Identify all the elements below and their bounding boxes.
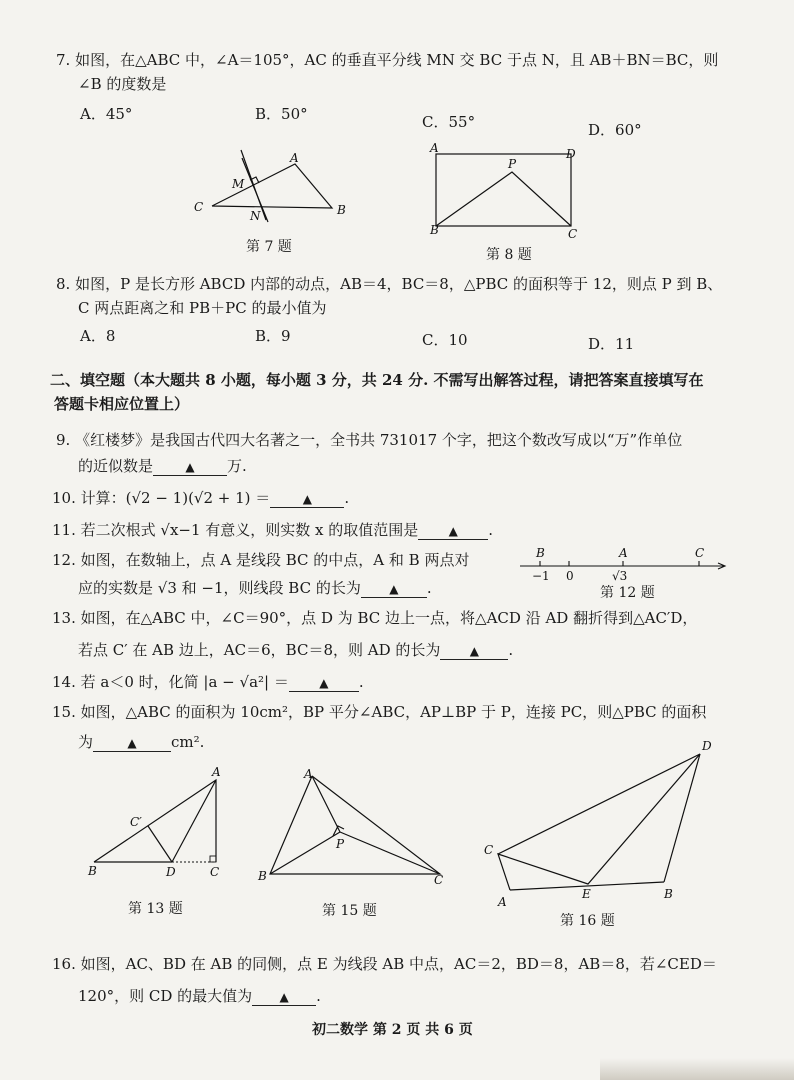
q16-label-b: B bbox=[664, 887, 673, 901]
q8-option-b: B．9 bbox=[255, 327, 291, 345]
q7-caption: 第 7 题 bbox=[246, 239, 292, 255]
q16-line2-pre: 120°，则 CD 的最大值为 bbox=[78, 987, 253, 1005]
q7-label-a: A bbox=[290, 151, 299, 165]
q14-pre: 14. 若 a＜0 时，化简 |a − √a²| ＝ bbox=[52, 673, 289, 691]
q12-stem-line1: 12. 如图，在数轴上，点 A 是线段 BC 的中点，A 和 B 两点对 bbox=[52, 551, 470, 569]
q9-stem-line1: 9. 《红楼梦》是我国古代四大名著之一，全书共 731017 个字，把这个数改写成以“万”作单位 bbox=[56, 431, 683, 449]
q12-tick-minus1: −1 bbox=[532, 569, 550, 583]
q7-label-n: N bbox=[250, 209, 261, 223]
q12-answer-blank: ▲ bbox=[361, 581, 427, 598]
q8-label-a: A bbox=[430, 141, 439, 155]
q16-label-d: D bbox=[702, 739, 712, 753]
q7-label-m: M bbox=[232, 177, 245, 191]
q8-option-c: C．10 bbox=[422, 331, 468, 349]
q14-stem bbox=[52, 672, 364, 692]
q7-option-c: C．55° bbox=[422, 113, 476, 131]
q16-stem-line2 bbox=[78, 986, 321, 1006]
q7-stem-line1: 7. 如图，在△ABC 中，∠A＝105°，AC 的垂直平分线 MN 交 BC 于点 N，且 AB＋BN＝BC，则 bbox=[56, 51, 719, 69]
section2-heading-line2: 答题卡相应位置上） bbox=[54, 395, 190, 413]
q14-post: . bbox=[358, 673, 364, 691]
q13-stem-line2 bbox=[78, 640, 513, 660]
q15-answer-blank: ▲ bbox=[93, 735, 171, 752]
q13-line2-post: . bbox=[508, 641, 514, 659]
q10-pre: 10. 计算：(√2 − 1)(√2 + 1) ＝ bbox=[52, 489, 271, 507]
q7-option-d: D．60° bbox=[588, 121, 642, 139]
q11-answer-blank: ▲ bbox=[418, 523, 488, 540]
q12-point-a: A bbox=[619, 546, 628, 560]
section2-heading-line1: 二、填空题（本大题共 8 小题，每小题 3 分，共 24 分. 不需写出解答过程，请把答案直接填写在 bbox=[50, 371, 704, 389]
q13-label-c: C bbox=[210, 865, 220, 879]
q16-answer-blank: ▲ bbox=[252, 989, 316, 1006]
q8-option-a: A．8 bbox=[80, 327, 116, 345]
q15-line2-post: cm². bbox=[171, 733, 205, 751]
q10-stem bbox=[52, 488, 349, 508]
q12-tick-0: 0 bbox=[566, 569, 574, 583]
q16-line2-post: . bbox=[316, 987, 321, 1005]
q7-label-b: B bbox=[337, 203, 346, 217]
q16-figure bbox=[480, 738, 720, 908]
q12-line2-post: . bbox=[426, 579, 432, 597]
q13-stem-line1: 13. 如图，在△ABC 中，∠C＝90°，点 D 为 BC 边上一点，将△ACD 沿 AD 翻折得到△AC′D， bbox=[52, 609, 698, 627]
q15-stem-line1: 15. 如图，△ABC 的面积为 10cm²，BP 平分∠ABC，AP⊥BP 于 P，连接 PC，则△PBC 的面积 bbox=[52, 703, 707, 721]
q12-tick-sqrt3: √3 bbox=[612, 569, 628, 583]
q15-label-p: P bbox=[336, 837, 345, 851]
q7-option-b: B．50° bbox=[255, 105, 308, 123]
q11-post: . bbox=[488, 521, 494, 539]
q11-stem bbox=[52, 520, 493, 540]
q13-label-d: D bbox=[166, 865, 176, 879]
q9-line2-post: 万. bbox=[227, 457, 247, 475]
q12-line2-pre: 应的实数是 √3 和 −1，则线段 BC 的长为 bbox=[78, 579, 361, 597]
q13-answer-blank: ▲ bbox=[440, 643, 508, 660]
q8-label-b: B bbox=[430, 223, 439, 237]
q16-label-e: E bbox=[582, 887, 591, 901]
q15-label-c: C bbox=[434, 873, 444, 887]
q7-stem-line2: ∠B 的度数是 bbox=[78, 75, 167, 93]
q8-figure bbox=[428, 141, 588, 241]
q15-label-b: B bbox=[258, 869, 267, 883]
q10-answer-blank: ▲ bbox=[270, 491, 344, 508]
q10-post: . bbox=[344, 489, 350, 507]
q9-stem-line2 bbox=[78, 456, 247, 476]
q8-caption: 第 8 题 bbox=[486, 247, 532, 263]
q7-label-c: C bbox=[194, 200, 204, 214]
q13-caption: 第 13 题 bbox=[128, 901, 183, 917]
q14-answer-blank: ▲ bbox=[289, 675, 359, 692]
q16-label-a: A bbox=[498, 895, 507, 909]
q12-point-b: B bbox=[536, 546, 545, 560]
q9-line2-pre: 的近似数是 bbox=[78, 457, 154, 475]
q7-figure bbox=[190, 150, 360, 230]
q15-stem-line2 bbox=[78, 732, 204, 752]
paper-edge-shadow bbox=[600, 1058, 794, 1080]
q12-number-line bbox=[516, 544, 734, 584]
q16-caption: 第 16 题 bbox=[560, 913, 615, 929]
q9-answer-blank: ▲ bbox=[153, 459, 227, 476]
q8-stem-line1: 8. 如图，P 是长方形 ABCD 内部的动点，AB＝4，BC＝8，△PBC 的面积等于 12，则点 P 到 B、 bbox=[56, 275, 723, 293]
q15-caption: 第 15 题 bbox=[322, 903, 377, 919]
q13-line2-pre: 若点 C′ 在 AB 边上，AC＝6，BC＝8，则 AD 的长为 bbox=[78, 641, 441, 659]
q8-label-d: D bbox=[566, 147, 576, 161]
page-footer: 初二数学 第 2 页 共 6 页 bbox=[312, 1022, 473, 1038]
q13-label-b: B bbox=[88, 864, 97, 878]
q12-stem-line2 bbox=[78, 578, 432, 598]
q8-label-c: C bbox=[568, 227, 578, 241]
q8-label-p: P bbox=[508, 157, 517, 171]
q15-figure bbox=[256, 766, 456, 886]
q15-label-a: A bbox=[304, 767, 313, 781]
q15-line2-pre: 为 bbox=[78, 733, 94, 751]
q13-label-a: A bbox=[212, 765, 221, 779]
q13-figure bbox=[86, 764, 236, 884]
q11-pre: 11. 若二次根式 √x−1 有意义，则实数 x 的取值范围是 bbox=[52, 521, 419, 539]
q12-point-c: C bbox=[695, 546, 705, 560]
q13-label-cprime: C′ bbox=[130, 815, 142, 829]
q8-option-d: D．11 bbox=[588, 335, 635, 353]
q7-option-a: A．45° bbox=[80, 105, 133, 123]
q16-stem-line1: 16. 如图，AC、BD 在 AB 的同侧，点 E 为线段 AB 中点，AC＝2，BD＝8，AB＝8，若∠CED＝ bbox=[52, 955, 717, 973]
q8-stem-line2: C 两点距离之和 PB＋PC 的最小值为 bbox=[78, 299, 327, 317]
q12-caption: 第 12 题 bbox=[600, 585, 655, 601]
q16-label-c: C bbox=[484, 843, 494, 857]
